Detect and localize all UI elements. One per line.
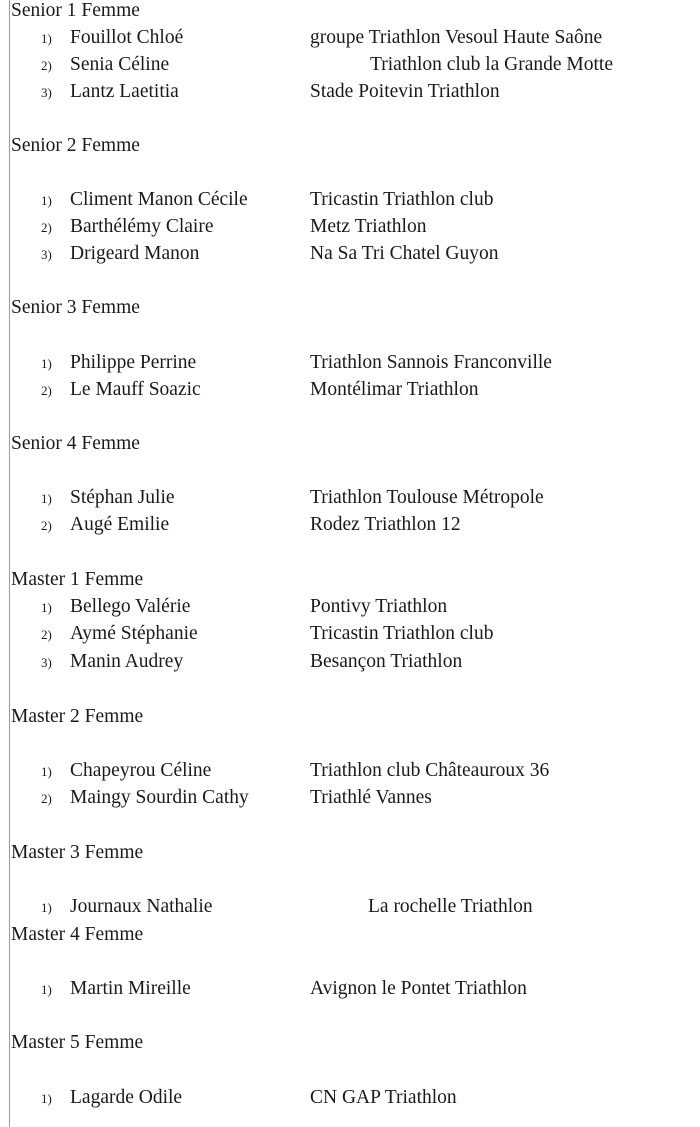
athlete-name: Journaux Nathalie xyxy=(70,896,213,917)
category-heading-senior-1: Senior 1 Femme xyxy=(11,0,140,21)
list-number: 2) xyxy=(41,58,52,73)
list-item xyxy=(0,596,700,618)
list-number: 2) xyxy=(41,627,52,642)
list-item xyxy=(0,760,700,782)
club-name: Triathlé Vannes xyxy=(310,787,432,808)
list-item xyxy=(0,487,700,509)
club-name: Avignon le Pontet Triathlon xyxy=(310,978,527,999)
category-heading-master-5: Master 5 Femme xyxy=(11,1032,144,1053)
list-number: 3) xyxy=(41,85,52,100)
athlete-name: Augé Emilie xyxy=(70,514,170,535)
category-heading-senior-2: Senior 2 Femme xyxy=(11,135,140,156)
list-item xyxy=(0,379,700,401)
list-number: 1) xyxy=(41,1091,52,1106)
list-item xyxy=(0,81,700,103)
category-heading-senior-4: Senior 4 Femme xyxy=(11,433,140,454)
list-number: 1) xyxy=(41,31,52,46)
club-name: Stade Poitevin Triathlon xyxy=(310,81,500,102)
club-name: Triathlon Toulouse Métropole xyxy=(310,487,544,508)
athlete-name: Lantz Laetitia xyxy=(70,81,179,102)
list-item xyxy=(0,216,700,238)
athlete-name: Maingy Sourdin Cathy xyxy=(70,787,249,808)
club-name: Triathlon club Châteauroux 36 xyxy=(310,760,550,781)
club-name: Rodez Triathlon 12 xyxy=(310,514,461,535)
list-number: 2) xyxy=(41,518,52,533)
list-number: 1) xyxy=(41,600,52,615)
club-name: La rochelle Triathlon xyxy=(368,896,533,917)
list-number: 1) xyxy=(41,193,52,208)
club-name: CN GAP Triathlon xyxy=(310,1087,457,1108)
list-number: 3) xyxy=(41,247,52,262)
category-heading-master-1: Master 1 Femme xyxy=(11,569,144,590)
club-name: Metz Triathlon xyxy=(310,216,427,237)
list-item xyxy=(0,896,700,918)
list-number: 1) xyxy=(41,764,52,779)
category-heading-master-2: Master 2 Femme xyxy=(11,706,144,727)
club-name: Pontivy Triathlon xyxy=(310,596,448,617)
athlete-name: Aymé Stéphanie xyxy=(70,623,198,644)
list-number: 1) xyxy=(41,356,52,371)
list-item xyxy=(0,54,700,76)
club-name: Tricastin Triathlon club xyxy=(310,189,494,210)
athlete-name: Chapeyrou Céline xyxy=(70,760,212,781)
athlete-name: Stéphan Julie xyxy=(70,487,175,508)
list-item xyxy=(0,978,700,1000)
list-item xyxy=(0,623,700,645)
list-item xyxy=(0,651,700,673)
club-name: Tricastin Triathlon club xyxy=(310,623,494,644)
list-item xyxy=(0,189,700,211)
list-number: 2) xyxy=(41,791,52,806)
club-name: Na Sa Tri Chatel Guyon xyxy=(310,243,499,264)
athlete-name: Martin Mireille xyxy=(70,978,191,999)
athlete-name: Manin Audrey xyxy=(70,651,184,672)
list-number: 2) xyxy=(41,220,52,235)
list-item xyxy=(0,352,700,374)
category-heading-senior-3: Senior 3 Femme xyxy=(11,297,140,318)
list-number: 1) xyxy=(41,491,52,506)
athlete-name: Climent Manon Cécile xyxy=(70,189,248,210)
athlete-name: Drigeard Manon xyxy=(70,243,200,264)
list-item xyxy=(0,514,700,536)
list-number: 1) xyxy=(41,982,52,997)
athlete-name: Philippe Perrine xyxy=(70,352,197,373)
athlete-name: Senia Céline xyxy=(70,54,170,75)
athlete-name: Lagarde Odile xyxy=(70,1087,183,1108)
club-name: Triathlon Sannois Franconville xyxy=(310,352,552,373)
category-heading-master-3: Master 3 Femme xyxy=(11,842,144,863)
club-name: Besançon Triathlon xyxy=(310,651,463,672)
list-item xyxy=(0,243,700,265)
list-number: 1) xyxy=(41,900,52,915)
list-item xyxy=(0,1087,700,1109)
list-item xyxy=(0,27,700,49)
club-name: groupe Triathlon Vesoul Haute Saône xyxy=(310,27,603,48)
athlete-name: Bellego Valérie xyxy=(70,596,191,617)
club-name: Triathlon club la Grande Motte xyxy=(370,54,613,75)
category-heading-master-4: Master 4 Femme xyxy=(11,924,144,945)
athlete-name: Fouillot Chloé xyxy=(70,27,184,48)
page-margin-line xyxy=(9,0,10,1127)
athlete-name: Barthélémy Claire xyxy=(70,216,214,237)
club-name: Montélimar Triathlon xyxy=(310,379,479,400)
list-number: 2) xyxy=(41,383,52,398)
athlete-name: Le Mauff Soazic xyxy=(70,379,201,400)
list-item xyxy=(0,787,700,809)
list-number: 3) xyxy=(41,655,52,670)
